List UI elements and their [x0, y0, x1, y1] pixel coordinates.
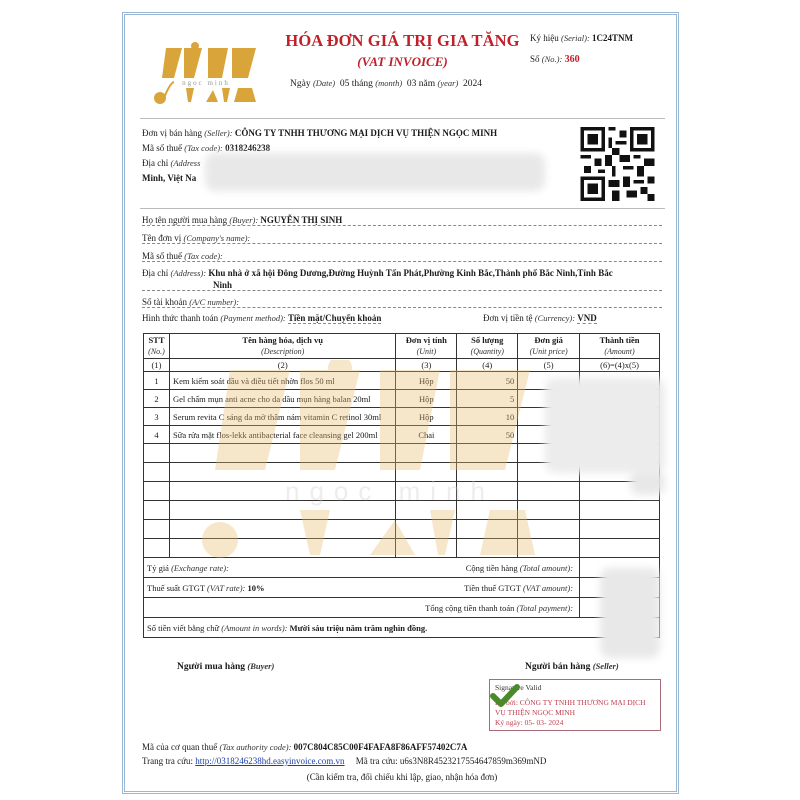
buyer-signature-label — [177, 661, 274, 672]
vat-label-cell — [144, 578, 580, 598]
buyer-name-label: Họ tên người mua hàng — [142, 215, 228, 225]
checkmark-icon — [490, 684, 520, 708]
seller-tax-label: Mã số thuế — [142, 143, 182, 153]
col-label-en: (Unit price) — [529, 347, 568, 356]
cell-no: 4 — [144, 426, 170, 444]
seller-name-label: Đơn vị bán hàng — [142, 128, 202, 138]
vat-amount-text: Tiền thuế GTGT — [464, 582, 521, 593]
number-value: 360 — [564, 54, 580, 65]
col-index: (1) — [144, 359, 170, 372]
exchange-en: (Exchange rate): — [171, 562, 229, 573]
col-header — [144, 334, 170, 359]
vat-rate-label: Thuế suất GTGT — [147, 582, 205, 593]
col-index: (2) — [169, 359, 395, 372]
seller-name-en: (Seller): — [204, 128, 233, 138]
cell-quantity: 10 — [457, 408, 518, 426]
buyer-sig-text: Người mua hàng — [177, 662, 245, 672]
seller-tax: 0318246238 — [225, 143, 271, 153]
date-day-en: (Date) — [312, 78, 336, 88]
payment-en: (Payment method): — [220, 313, 286, 323]
redacted-prices — [630, 470, 665, 495]
buyer-account-label: Số tài khoản — [142, 297, 187, 307]
invoice-title: HÓA ĐƠN GIÁ TRỊ GIA TĂNG — [285, 31, 520, 50]
total-label: Cộng tiền hàng — [465, 562, 518, 573]
serial — [530, 33, 633, 43]
col-label-en: (Quantity) — [470, 347, 504, 356]
cell-unit: Hộp — [396, 372, 457, 390]
redacted-totals — [600, 568, 660, 658]
buyer-name-en: (Buyer): — [229, 215, 259, 225]
signature-valid: Signature Valid — [495, 683, 542, 692]
lookup-code-label: Mã tra cứu: — [355, 756, 398, 766]
buyer-tax-label: Mã số thuế — [142, 251, 182, 261]
serial-label: Ký hiệu — [530, 33, 559, 43]
cell-description: Serum revita C sáng da mờ thâm nám vitamin C retinol 30ml — [169, 408, 395, 426]
watermark-text: ngoc minh — [285, 476, 495, 506]
redacted-prices — [545, 378, 665, 473]
date-day-label: Ngày — [290, 79, 311, 89]
cell-unit: Chai — [396, 426, 457, 444]
payment-method: Tiền mặt/Chuyển khoản — [288, 313, 382, 323]
authority-label: Mã của cơ quan thuế — [142, 742, 218, 752]
lookup-label: Trang tra cứu: — [142, 756, 194, 766]
buyer-address-line1: Khu nhà ở xã hội Đông Dương,Đường Huỳnh Tấn Phát,Phường Kinh Bắc,Thành phố Bắc Ninh,Tỉnh Bắc — [208, 268, 613, 278]
buyer-address-line2: Ninh — [142, 280, 662, 291]
seller-tax-row — [142, 143, 270, 153]
cell-description: Gel chấm mụn anti acne cho da dầu mụn hàng balan 20ml — [169, 390, 395, 408]
date-month: 03 — [406, 79, 417, 89]
date-day: 05 — [339, 79, 350, 89]
buyer-company-en: (Company's name): — [183, 233, 251, 243]
total-payment-row — [144, 598, 660, 618]
cell-unit: Hộp — [396, 390, 457, 408]
authority-code: 007C804C85C00F4FAFA8F86AFF57402C7A — [293, 742, 468, 752]
amount-in-words: Mười sáu triệu năm trăm nghìn đồng. — [289, 622, 428, 633]
words-label: Số tiền viết bằng chữ — [147, 622, 220, 633]
logo-text: ngoc minh — [182, 79, 230, 87]
col-header — [457, 334, 518, 359]
cell-quantity: 50 — [457, 426, 518, 444]
col-label: Đơn vị tính — [405, 335, 447, 345]
buyer-sig-en: (Buyer) — [247, 661, 275, 671]
date-month-label: tháng — [351, 79, 373, 89]
buyer-address-label: Địa chỉ — [142, 268, 169, 278]
payment-total-en: (Total payment): — [516, 602, 574, 613]
col-label-en: (Unit) — [416, 347, 437, 356]
invoice-number — [530, 54, 580, 65]
buyer-name-row — [142, 215, 662, 226]
col-label: Tên hàng hóa, dịch vụ — [242, 335, 323, 345]
redacted-address — [205, 153, 545, 191]
divider — [140, 118, 665, 119]
col-header — [396, 334, 457, 359]
currency-row — [483, 313, 597, 323]
buyer-company-label: Tên đơn vị — [142, 233, 182, 243]
authority-en: (Tax authority code): — [219, 742, 292, 752]
col-label-en: (Description) — [261, 347, 305, 356]
lookup-code: u6s3N8R4523217554647859m369mND — [399, 756, 547, 766]
cell-quantity: 50 — [457, 372, 518, 390]
vat-amount-en: (VAT amount): — [522, 582, 574, 593]
seller-address-tail: Minh, Việt Na — [142, 173, 197, 183]
col-header — [580, 334, 660, 359]
cell-no: 2 — [144, 390, 170, 408]
table-index-row — [144, 359, 660, 372]
col-index: (6)=(4)x(5) — [580, 359, 660, 372]
col-index: (3) — [396, 359, 457, 372]
seller-tax-en: (Tax code): — [184, 143, 223, 153]
col-label: Đơn giá — [534, 335, 563, 345]
date-year-label: năm — [418, 79, 436, 89]
buyer-address-row — [142, 268, 613, 278]
company-logo — [148, 38, 268, 108]
vat-amount-label — [464, 583, 573, 593]
cell-quantity: 5 — [457, 390, 518, 408]
lookup-link[interactable]: http://0318246238hd.easyinvoice.com.vn — [195, 756, 345, 766]
table-header-row — [144, 334, 660, 359]
total-amount-label-cell — [144, 558, 580, 578]
table-row-empty — [144, 520, 660, 539]
seller-name: CÔNG TY TNHH THƯƠNG MẠI DỊCH VỤ THIỆN NGỌC MINH — [234, 128, 498, 138]
date-month-en: (month) — [375, 78, 403, 88]
col-header — [169, 334, 395, 359]
cell-description: Sữa rửa mặt flos-lekk antibacterial face cleansing gel 200ml — [169, 426, 395, 444]
col-header — [518, 334, 580, 359]
col-label-en: (Amount) — [604, 347, 635, 356]
seller-address-en: (Address — [170, 158, 201, 168]
seller-sig-text: Người bán hàng — [525, 662, 591, 672]
payment-total-label: Tổng cộng tiền thanh toán — [425, 602, 515, 613]
col-label-en: (No.) — [148, 347, 165, 356]
signed-by: Ký bởi: CÔNG TY TNHH THƯƠNG MẠI DỊCH VỤ THIỆN NGỌC MINH — [495, 698, 646, 717]
cell-description: Kem kiểm soát dầu và điều tiết nhờn flos 50 ml — [169, 372, 395, 390]
col-label: Thành tiền — [599, 335, 640, 345]
tax-authority-row — [142, 742, 467, 752]
buyer-tax-en: (Tax code): — [184, 251, 223, 261]
table-row-empty — [144, 539, 660, 558]
cell-no: 3 — [144, 408, 170, 426]
vat-row — [144, 578, 660, 598]
serial-value: 1C24TNM — [592, 33, 634, 43]
buyer-address-en: (Address): — [170, 268, 207, 278]
number-label: Số — [530, 54, 540, 64]
seller-signature-label — [525, 661, 619, 672]
cell-no: 1 — [144, 372, 170, 390]
amount-words-row — [144, 618, 660, 638]
qr-code — [578, 127, 657, 201]
amount-words-cell — [144, 618, 660, 638]
col-index: (4) — [457, 359, 518, 372]
total-payment-label — [144, 598, 580, 618]
buyer-name: NGUYỄN THỊ SINH — [260, 215, 343, 225]
date-year-en: (year) — [437, 78, 459, 88]
vat-rate-en: (VAT rate): — [207, 582, 246, 593]
buyer-company-row — [142, 233, 662, 244]
vat-rate: 10% — [247, 582, 265, 593]
invoice-subtitle: (VAT INVOICE) — [357, 54, 448, 69]
buyer-account-row — [142, 297, 662, 308]
seller-sig-en: (Seller) — [592, 661, 619, 671]
currency-en: (Currency): — [534, 313, 576, 323]
currency: VND — [577, 313, 597, 323]
signed-date: Ký ngày: 05- 03- 2024 — [495, 718, 564, 727]
divider — [140, 208, 665, 209]
payment-row — [142, 313, 381, 323]
number-en: (No.): — [541, 54, 563, 64]
total-amount-row — [144, 558, 660, 578]
cell-unit: Hộp — [396, 408, 457, 426]
words-en: (Amount in words): — [221, 622, 288, 633]
date-year: 2024 — [463, 79, 483, 89]
exchange-label: Tỷ giá — [147, 562, 169, 573]
col-label: STT — [148, 335, 165, 345]
seller-address-label: Địa chỉ — [142, 158, 169, 168]
payment-label: Hình thức thanh toán — [142, 313, 219, 323]
currency-label: Đơn vị tiền tệ — [483, 313, 533, 323]
lookup-row — [142, 756, 546, 766]
table-row-empty — [144, 501, 660, 520]
total-en: (Total amount): — [519, 562, 574, 573]
seller-name-row — [142, 128, 497, 138]
col-index: (5) — [518, 359, 580, 372]
invoice-date — [290, 78, 482, 89]
footer-note: (Cần kiểm tra, đối chiếu khi lập, giao, nhận hóa đơn) — [306, 772, 498, 782]
buyer-tax-row — [142, 251, 662, 262]
buyer-account-en: (A/C number): — [189, 297, 240, 307]
seller-address-row — [142, 158, 200, 168]
serial-en: (Serial): — [561, 33, 590, 43]
col-label: Số lượng — [471, 335, 504, 345]
total-amount-label — [466, 563, 573, 573]
table-row-empty — [144, 482, 660, 501]
